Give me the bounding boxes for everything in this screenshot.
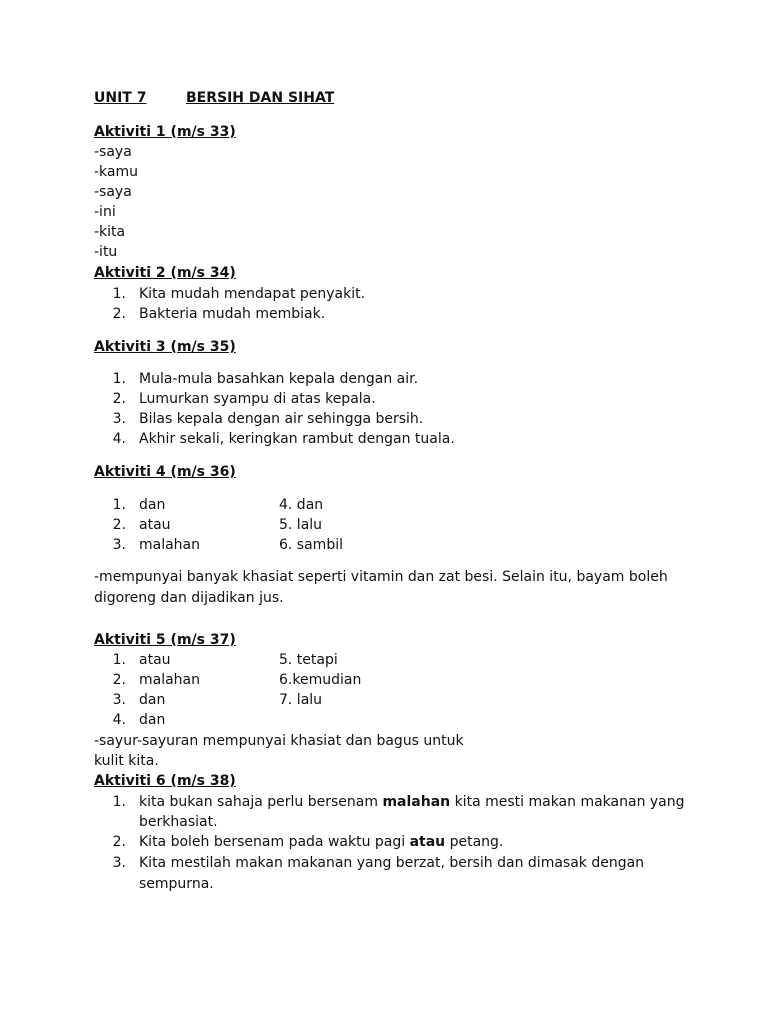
list-item: malahan xyxy=(139,537,201,553)
list-number: 1. xyxy=(112,652,126,668)
list-item: Bilas kepala dengan air sehingga bersih. xyxy=(139,411,424,427)
aktiviti-2-heading: Aktiviti 2 (m/s 34) xyxy=(94,265,236,281)
list-item: malahan xyxy=(139,672,201,688)
list-item xyxy=(139,832,503,852)
bold-keyword: atau xyxy=(409,834,446,850)
list-item: 6.kemudian xyxy=(279,672,362,688)
aktiviti-4-paragraph: -mempunyai banyak khasiat seperti vitamin dan zat besi. Selain itu, bayam boleh digoreng dan dijadikan jus. xyxy=(94,569,668,606)
list-item: -itu xyxy=(94,244,118,260)
list-item: 7. lalu xyxy=(279,692,323,708)
list-item: 6. sambil xyxy=(279,537,343,553)
text-segment: Kita boleh bersenam pada waktu pagi xyxy=(139,834,410,850)
bold-keyword: malahan xyxy=(382,794,451,810)
list-item: Mula-mula basahkan kepala dengan air. xyxy=(139,371,419,387)
list-number: 4. xyxy=(112,431,126,447)
list-number: 2. xyxy=(112,672,126,688)
list-item xyxy=(139,792,685,812)
list-item: 5. tetapi xyxy=(279,652,338,668)
list-number: 1. xyxy=(112,371,126,387)
list-item: atau xyxy=(139,652,171,668)
list-item: atau xyxy=(139,517,171,533)
text-segment: kita mesti makan makanan yang xyxy=(450,794,685,810)
list-number: 1. xyxy=(112,497,126,513)
list-item: -saya xyxy=(94,144,132,160)
list-number: 3. xyxy=(112,855,126,871)
list-number: 2. xyxy=(112,391,126,407)
text-segment: kita bukan sahaja perlu bersenam xyxy=(139,794,383,810)
list-number: 3. xyxy=(112,537,126,553)
list-number: 3. xyxy=(112,411,126,427)
list-number: 2. xyxy=(112,517,126,533)
list-number: 1. xyxy=(112,286,126,302)
aktiviti-5-heading: Aktiviti 5 (m/s 37) xyxy=(94,632,236,648)
list-item: -kita xyxy=(94,224,126,240)
aktiviti-4-heading: Aktiviti 4 (m/s 36) xyxy=(94,464,236,480)
list-item: 5. lalu xyxy=(279,517,323,533)
list-item: Akhir sekali, keringkan rambut dengan tuala. xyxy=(139,431,455,447)
unit-topic: BERSIH DAN SIHAT xyxy=(186,90,335,106)
list-number: 3. xyxy=(112,692,126,708)
list-item: -ini xyxy=(94,204,116,220)
aktiviti-1-heading: Aktiviti 1 (m/s 33) xyxy=(94,124,236,140)
list-item: dan xyxy=(139,692,166,708)
list-item: -kamu xyxy=(94,164,139,180)
aktiviti-6-heading: Aktiviti 6 (m/s 38) xyxy=(94,773,236,789)
list-item: Kita mestilah makan makanan yang berzat, bersih dan dimasak dengan xyxy=(139,855,645,871)
list-item: 4. dan xyxy=(279,497,324,513)
list-item: Kita mudah mendapat penyakit. xyxy=(139,286,366,302)
list-item: -saya xyxy=(94,184,132,200)
text-segment: petang. xyxy=(445,834,504,850)
aktiviti-5-paragraph-line-2: kulit kita. xyxy=(94,753,159,769)
list-number: 2. xyxy=(112,834,126,850)
list-item: Bakteria mudah membiak. xyxy=(139,306,326,322)
list-item-continuation: sempurna. xyxy=(139,876,214,892)
unit-label: UNIT 7 xyxy=(94,90,147,106)
list-item-continuation: berkhasiat. xyxy=(139,814,218,830)
list-number: 1. xyxy=(112,794,126,810)
list-number: 2. xyxy=(112,306,126,322)
list-item: dan xyxy=(139,497,166,513)
aktiviti-5-paragraph-line-1: -sayur-sayuran mempunyai khasiat dan bagus untuk xyxy=(94,733,464,749)
list-item: Lumurkan syampu di atas kepala. xyxy=(139,391,376,407)
aktiviti-3-heading: Aktiviti 3 (m/s 35) xyxy=(94,339,236,355)
list-number: 4. xyxy=(112,712,126,728)
list-item: dan xyxy=(139,712,166,728)
